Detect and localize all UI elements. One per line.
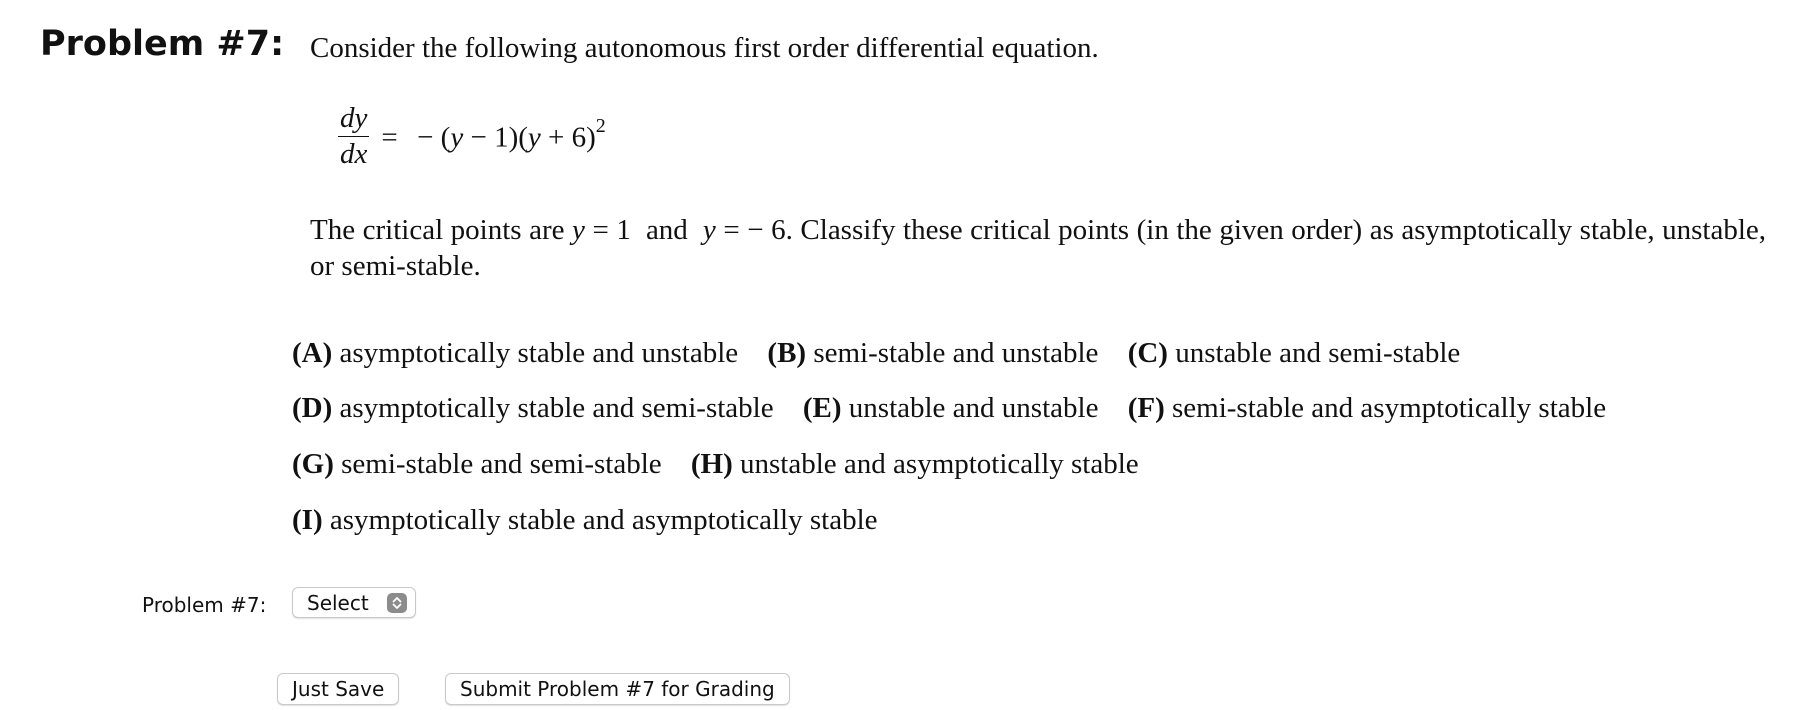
rhs-middle1: − 1)( [463, 121, 528, 154]
fraction-denominator: dx [340, 138, 368, 170]
critical-y1-val: = 1 [584, 214, 631, 246]
rhs-middle2: + 6) [540, 121, 596, 154]
critical-y2-val: = − 6 [715, 214, 786, 246]
choice-e: (E) unstable and unstable [802, 392, 1099, 424]
critical-y2-var: y [702, 214, 716, 246]
choice-a: (A) asymptotically stable and unstable [292, 337, 739, 369]
just-save-button[interactable]: Just Save [277, 673, 399, 705]
choices-row-2 [292, 392, 1628, 425]
derivative-fraction [338, 104, 369, 169]
critical-and: and [630, 214, 703, 246]
fraction-numerator: dy [338, 104, 369, 137]
answer-label: Problem #7: [142, 593, 267, 617]
rhs-var-y1: y [450, 121, 464, 154]
problem-heading: Problem #7: [40, 24, 285, 64]
critical-part1: The critical points are [310, 214, 573, 246]
rhs-var-y2: y [527, 121, 541, 154]
differential-equation [338, 104, 606, 169]
choice-h: (H) unstable and asymptotically stable [690, 448, 1139, 480]
choice-f: (F) semi-stable and asymptotically stable [1127, 392, 1607, 424]
submit-for-grading-button[interactable]: Submit Problem #7 for Grading [445, 673, 790, 705]
critical-part2: . Classify these critical points (in the given order) as asymptotically stable, unstable, or semi-stable. [310, 214, 1767, 282]
equals-sign: = [381, 121, 398, 154]
problem-intro: Consider the following autonomous first order differential equation. [310, 32, 1099, 64]
choice-b: (B) semi-stable and unstable [767, 337, 1099, 369]
choice-d: (D) asymptotically stable and semi-stable [292, 392, 774, 424]
choices-row-1 [292, 337, 1482, 370]
rhs-exponent: 2 [595, 114, 606, 137]
choices-row-3 [292, 448, 1161, 481]
critical-points-text [310, 212, 1766, 284]
answer-select[interactable] [292, 587, 416, 618]
critical-y1-var: y [572, 214, 585, 246]
up-down-chevron-icon [387, 593, 407, 613]
choices-row-4 [292, 504, 900, 537]
choice-i: (I) asymptotically stable and asymptotically stable [292, 504, 878, 536]
choice-c: (C) unstable and semi-stable [1127, 337, 1461, 369]
select-value: Select [307, 590, 369, 615]
choice-g: (G) semi-stable and semi-stable [292, 448, 662, 480]
rhs-prefix: − ( [417, 121, 451, 154]
equation-rhs [381, 114, 606, 155]
